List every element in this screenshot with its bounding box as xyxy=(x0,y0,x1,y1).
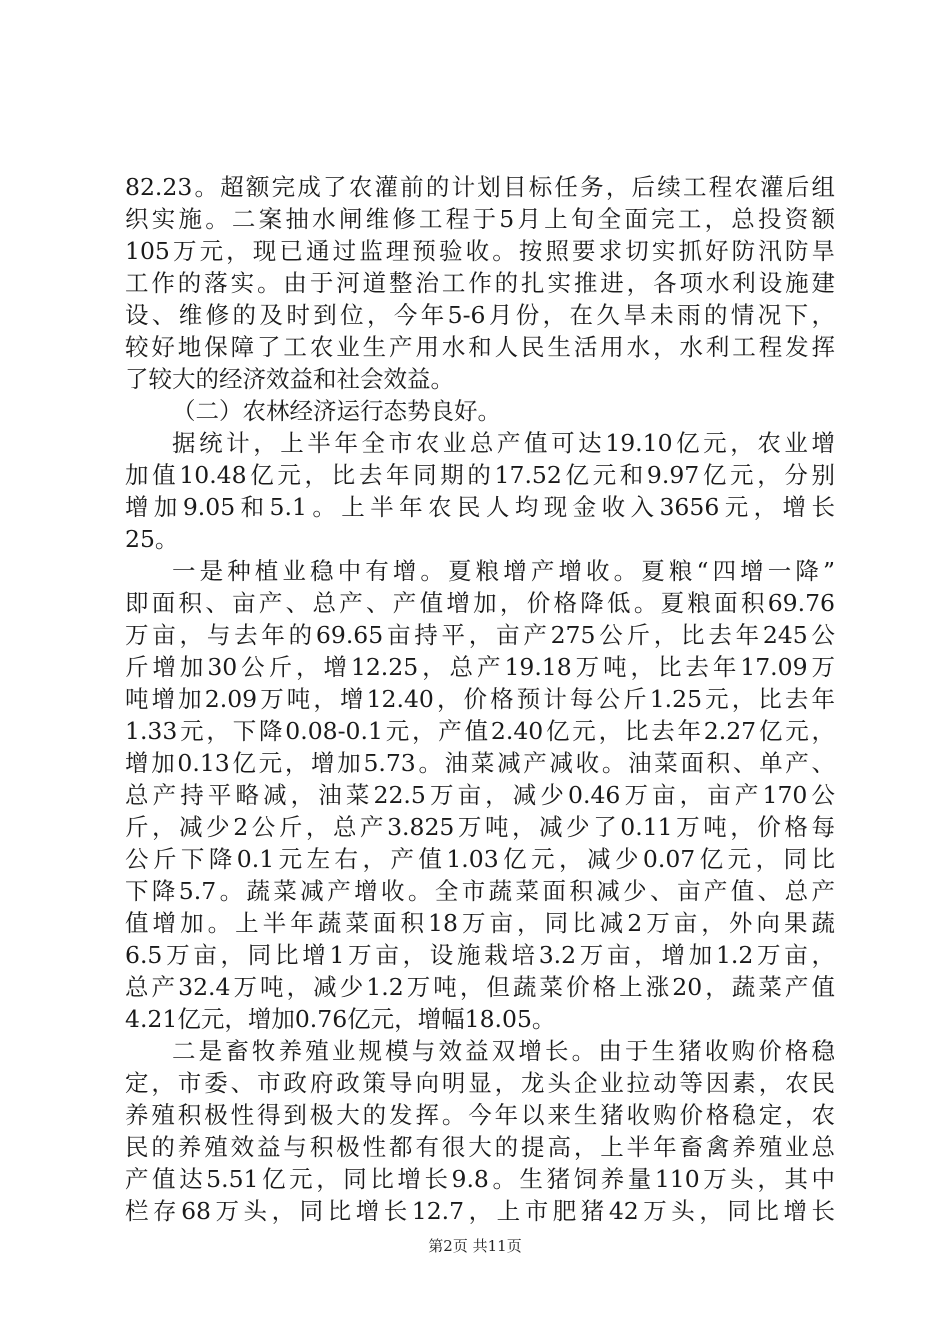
text-line: 总产32.4万吨，减少1.2万吨，但蔬菜价格上涨20，蔬菜产值 xyxy=(125,973,835,1001)
text-line: 设、维修的及时到位，今年5-6月份，在久旱未雨的情况下， xyxy=(125,301,835,329)
text-line: 二是畜牧养殖业规模与效益双增长。由于生猪收购价格稳 xyxy=(172,1037,835,1065)
body-text xyxy=(125,171,835,1227)
text-line: 定，市委、市政府政策导向明显，龙头企业拉动等因素，农民 xyxy=(125,1069,835,1097)
text-line: 加值10.48亿元，比去年同期的17.52亿元和9.97亿元，分别 xyxy=(125,461,835,489)
text-line: 较好地保障了工农业生产用水和人民生活用水，水利工程发挥 xyxy=(125,333,835,361)
text-line: 了较大的经济效益和社会效益。 xyxy=(125,365,454,393)
text-line: 万亩，与去年的69.65亩持平，亩产275公斤，比去年245公 xyxy=(125,621,835,649)
text-line: 4.21亿元，增加0.76亿元，增幅18.05。 xyxy=(125,1005,556,1033)
text-line: 105万元，现已通过监理预验收。按照要求切实抓好防汛防旱 xyxy=(125,237,835,265)
text-line: 斤增加30公斤，增12.25，总产19.18万吨，比去年17.09万 xyxy=(125,653,835,681)
text-line: 即面积、亩产、总产、产值增加，价格降低。夏粮面积69.76 xyxy=(125,589,835,617)
text-line: 斤，减少2公斤，总产3.825万吨，减少了0.11万吨，价格每 xyxy=(125,813,835,841)
text-line: 据统计，上半年全市农业总产值可达19.10亿元，农业增 xyxy=(172,429,835,457)
text-line: 下降5.7。蔬菜减产增收。全市蔬菜面积减少、亩产值、总产 xyxy=(125,877,835,905)
text-line: 工作的落实。由于河道整治工作的扎实推进，各项水利设施建 xyxy=(125,269,835,297)
text-line: 增加9.05和5.1。上半年农民人均现金收入3656元，增长 xyxy=(125,493,835,521)
text-line: 82.23。超额完成了农灌前的计划目标任务，后续工程农灌后组 xyxy=(125,173,835,201)
text-line: 吨增加2.09万吨，增12.40，价格预计每公斤1.25元，比去年 xyxy=(125,685,835,713)
text-line: 织实施。二案抽水闸维修工程于5月上旬全面完工，总投资额 xyxy=(125,205,835,233)
text-line: 民的养殖效益与积极性都有很大的提高，上半年畜禽养殖业总 xyxy=(125,1133,835,1161)
page-footer: 第2页 共11页 xyxy=(428,1237,522,1255)
text-line: 1.33元，下降0.08-0.1元，产值2.40亿元，比去年2.27亿元， xyxy=(125,717,835,745)
text-line: 25。 xyxy=(125,525,179,553)
section-heading: （二）农林经济运行态势良好。 xyxy=(172,397,501,425)
text-line: 一是种植业稳中有增。夏粮增产增收。夏粮“四增一降” xyxy=(172,557,835,585)
text-line: 养殖积极性得到极大的发挥。今年以来生猪收购价格稳定，农 xyxy=(125,1101,835,1129)
text-line: 产值达5.51亿元，同比增长9.8。生猪饲养量110万头，其中 xyxy=(125,1165,835,1193)
text-line: 总产持平略减，油菜22.5万亩，减少0.46万亩，亩产170公 xyxy=(125,781,835,809)
text-line: 增加0.13亿元，增加5.73。油菜减产减收。油菜面积、单产、 xyxy=(125,749,835,777)
text-line: 栏存68万头，同比增长12.7，上市肥猪42万头，同比增长 xyxy=(125,1197,835,1225)
text-line: 6.5万亩，同比增1万亩，设施栽培3.2万亩，增加1.2万亩， xyxy=(125,941,835,969)
text-line: 公斤下降0.1元左右，产值1.03亿元，减少0.07亿元，同比 xyxy=(125,845,835,873)
text-line: 值增加。上半年蔬菜面积18万亩，同比减2万亩，外向果蔬 xyxy=(125,909,835,937)
